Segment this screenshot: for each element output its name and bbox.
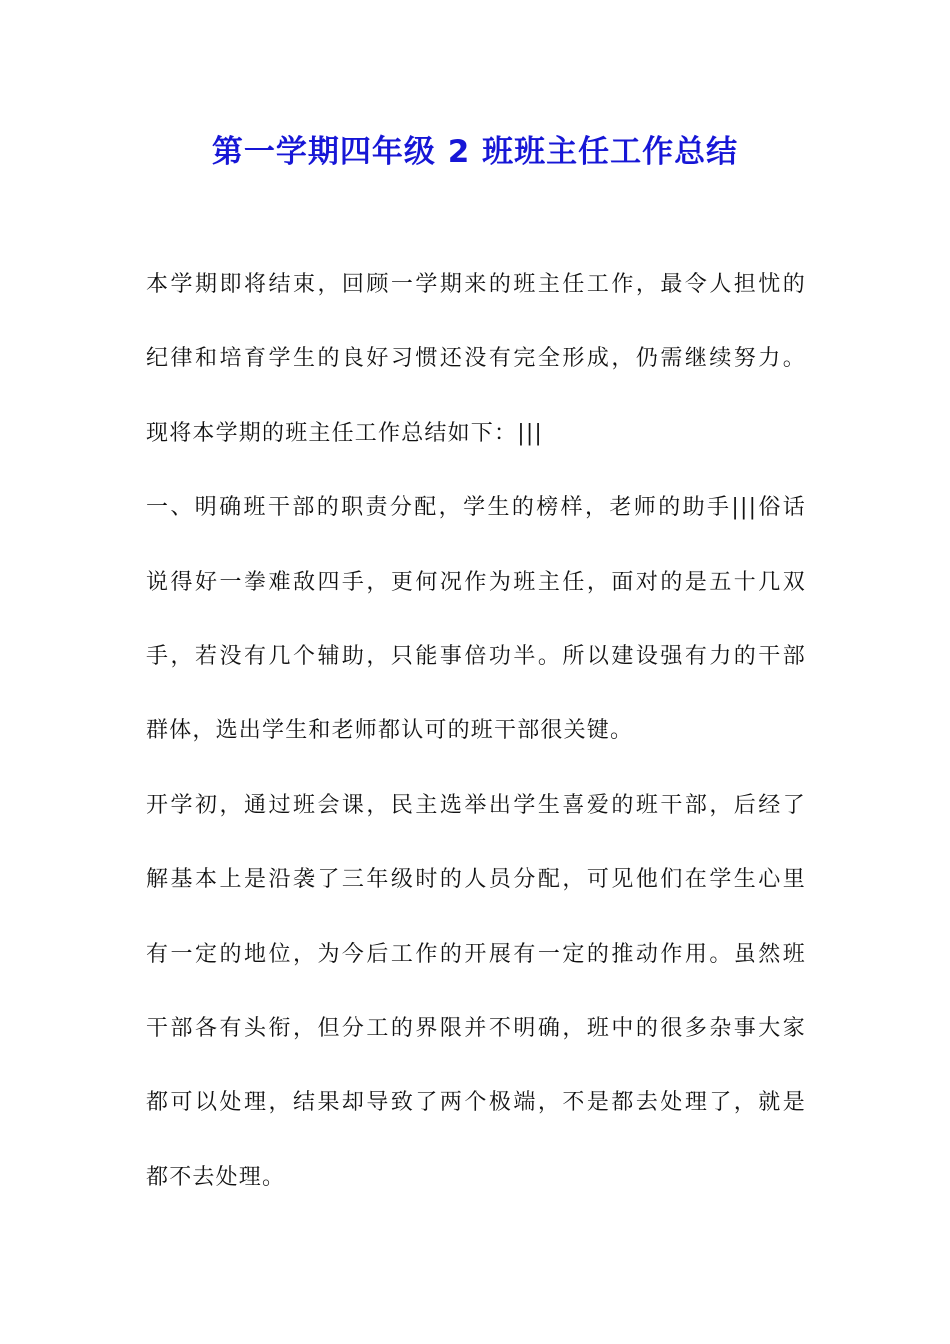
body-line-2: 纪律和培育学生的良好习惯还没有完全形成，仍需继续努力。 [146,346,806,372]
body-line-4: 一、明确班干部的职责分配，学生的榜样，老师的助手|||俗话 [146,495,806,521]
body-line-13: 都不去处理。 [146,1164,286,1190]
body-line-12: 都可以处理，结果却导致了两个极端，不是都去处理了，就是 [146,1090,806,1116]
document-body [146,261,806,1228]
body-line-11: 干部各有头衔，但分工的界限并不明确，班中的很多杂事大家 [146,1015,806,1041]
body-line-7: 群体，选出学生和老师都认可的班干部很关键。 [146,718,634,744]
body-line-5: 说得好一拳难敌四手，更何况作为班主任，面对的是五十几双 [146,569,806,595]
body-line-10: 有一定的地位，为今后工作的开展有一定的推动作用。虽然班 [146,941,806,967]
body-line-3: 现将本学期的班主任工作总结如下：||| [146,420,544,446]
body-line-9: 解基本上是沿袭了三年级时的人员分配，可见他们在学生心里 [146,867,806,893]
body-line-1: 本学期即将结束，回顾一学期来的班主任工作，最令人担忧的 [146,272,806,297]
body-line-6: 手，若没有几个辅助，只能事倍功半。所以建设强有力的干部 [146,643,806,669]
document-title: 第一学期四年级 2 班班主任工作总结 [211,134,739,170]
body-line-8: 开学初，通过班会课，民主选举出学生喜爱的班干部，后经了 [146,792,806,818]
